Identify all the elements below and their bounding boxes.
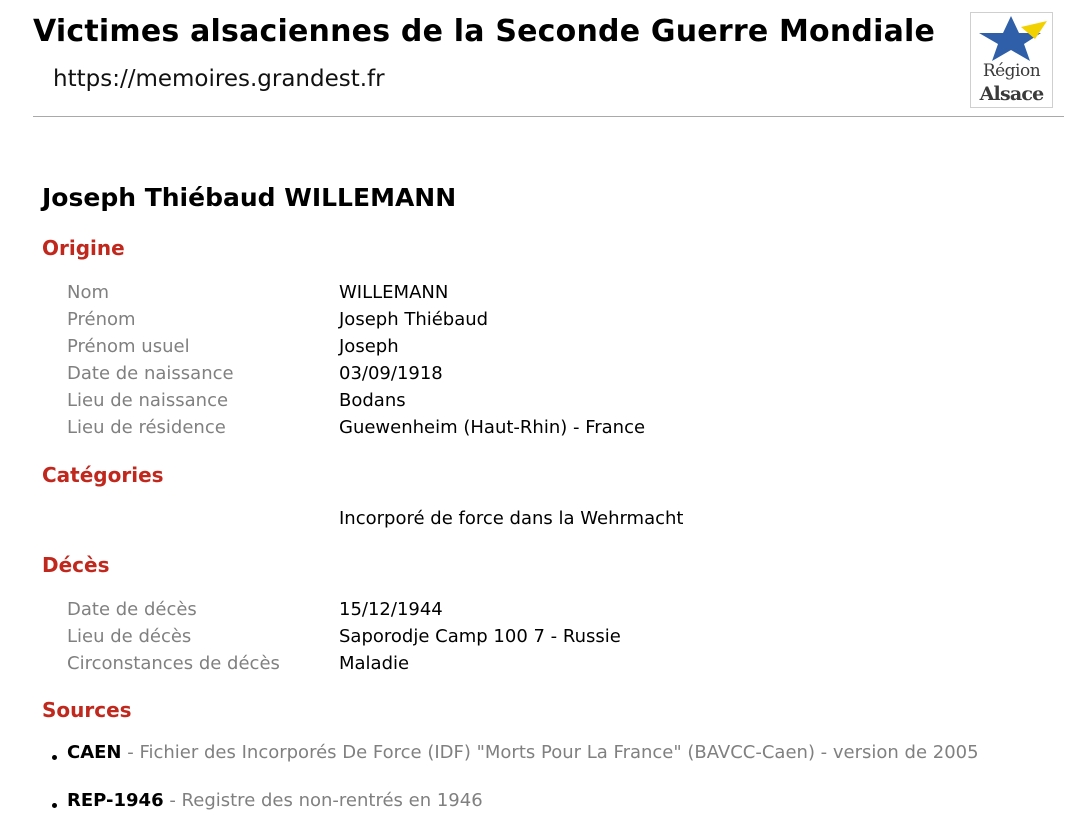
field-label: Date de décès [67, 599, 197, 620]
field-value: Maladie [339, 653, 410, 674]
source-text [67, 741, 1027, 764]
field-label: Circonstances de décès [67, 653, 280, 674]
field-label: Lieu de résidence [67, 417, 226, 438]
star-icon [971, 13, 1052, 63]
site-url[interactable]: https://memoires.grandest.fr [53, 66, 385, 92]
bullet-icon [52, 755, 57, 760]
person-name: Joseph Thiébaud WILLEMANN [42, 183, 457, 212]
logo-text-region: Région [982, 61, 1041, 81]
source-code: CAEN [67, 742, 122, 763]
source-code: REP-1946 [67, 790, 164, 811]
section-title-origine: Origine [42, 236, 125, 260]
field-value: Joseph Thiébaud [339, 309, 489, 330]
category-value: Incorporé de force dans la Wehrmacht [339, 508, 684, 529]
field-value: Bodans [339, 390, 406, 411]
field-value: Saporodje Camp 100 7 - Russie [339, 626, 621, 647]
section-title-sources: Sources [42, 698, 132, 722]
header-divider [33, 116, 1064, 117]
source-text [67, 789, 1027, 812]
source-description: - Registre des non-rentrés en 1946 [163, 790, 483, 811]
field-label: Prénom [67, 309, 136, 330]
bullet-icon [52, 803, 57, 808]
site-title: Victimes alsaciennes de la Seconde Guerre Mondiale [33, 14, 936, 49]
field-label: Lieu de décès [67, 626, 192, 647]
field-value: 03/09/1918 [339, 363, 443, 384]
field-label: Nom [67, 282, 110, 303]
field-label: Date de naissance [67, 363, 234, 384]
section-title-deces: Décès [42, 553, 110, 577]
field-label: Prénom usuel [67, 336, 190, 357]
logo-text-alsace: Alsace [979, 83, 1044, 105]
field-value: Guewenheim (Haut-Rhin) - France [339, 417, 646, 438]
section-title-categories: Catégories [42, 463, 164, 487]
field-value: Joseph [339, 336, 399, 357]
page-header [0, 0, 1071, 118]
field-value: 15/12/1944 [339, 599, 443, 620]
field-value: WILLEMANN [339, 282, 449, 303]
source-description: - Fichier des Incorporés De Force (IDF) "Morts Pour La France" (BAVCC-Caen) - version de 2005 [121, 742, 979, 763]
region-alsace-logo[interactable] [970, 12, 1053, 108]
field-label: Lieu de naissance [67, 390, 229, 411]
